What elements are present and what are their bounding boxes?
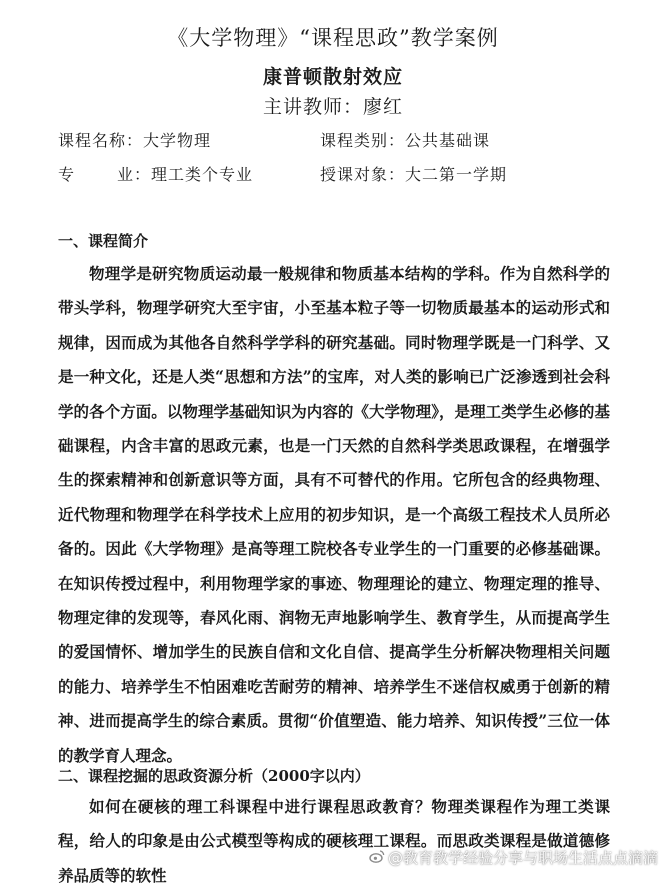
section-1-paragraph: 物理学是研究物质运动最一般规律和物质基本结构的学科。作为自然科学的带头学科，物理学研究大至宇宙，小至基本粒子等一切物质最基本的运动形式和规律，因而成为其他各自然科学学科的研究基础。同时物理学既是一门科学、又是一种文化，还是人类“思想和方法”的宝库，对人类的影响已广泛渗透到社会科学的各个方面。以物理学基础知识为内容的《大学物理》，是理工类学生必修的基础课程，内含丰富的思政元素，也是一门天然的自然科学类思政课程，在增强学生的探索精神和创新意识等方面，具有不可替代的作用。它所包含的经典物理、近代物理和物理学在科学技术上应用的初步知识，是一个高级工程技术人员所必备的。因此《大学物理》是高等理工院校各专业学生的一门重要的必修基础课。在知识传授过程中，利用物理学家的事迹、物理理论的建立、物理定理的推导、物理定律的发现等，春风化雨、润物无声地影响学生、教育学生，从而提高学生的爱国情怀、增加学生的民族自信和文化自信、提高学生分析解决物理相关问题的能力、培养学生不怕困难吃苦耐劳的精神、培养学生不迷信权威勇于创新的精神、进而提高学生的综合素质。贯彻“价值塑造、能力培养、知识传授”三位一体的教学育人理念。 xyxy=(58,264,610,765)
document-subtitle: 康普顿散射效应 xyxy=(262,66,403,88)
major-colon: ： xyxy=(134,165,152,184)
course-name-label: 课程名称： xyxy=(58,131,144,150)
major-field xyxy=(58,162,253,185)
section-1-heading: 一、课程简介 xyxy=(58,232,149,250)
weibo-icon xyxy=(369,849,385,867)
course-type-field xyxy=(320,128,490,151)
course-type-value: 公共基础课 xyxy=(405,131,491,150)
course-type-label: 课程类别： xyxy=(320,131,406,150)
major-value: 理工类个专业 xyxy=(151,165,254,184)
major-label: 专业 xyxy=(58,165,134,184)
teacher-line: 主讲教师：廖红 xyxy=(262,96,403,118)
section-2-paragraph: 如何在硬核的理工科课程中进行课程思政教育？物理类课程作为理工类课程，给人的印象是由公式模型等构成的硬核理工课程。而思政类课程是做道德修养品质等的软性 xyxy=(58,797,610,885)
audience-value: 大二第一学期 xyxy=(405,165,508,184)
course-name-field xyxy=(58,128,211,151)
audience-field xyxy=(320,162,507,185)
section-2-heading: 二、课程挖掘的思政资源分析（2000字以内） xyxy=(58,767,370,785)
watermark-text: @教育教学经验分享与职场生活点点滴滴 xyxy=(387,849,658,867)
audience-label: 授课对象： xyxy=(320,165,406,184)
course-name-value: 大学物理 xyxy=(143,131,212,150)
watermark xyxy=(369,847,658,868)
document-title: 《大学物理》“课程思政”教学案例 xyxy=(167,26,499,50)
